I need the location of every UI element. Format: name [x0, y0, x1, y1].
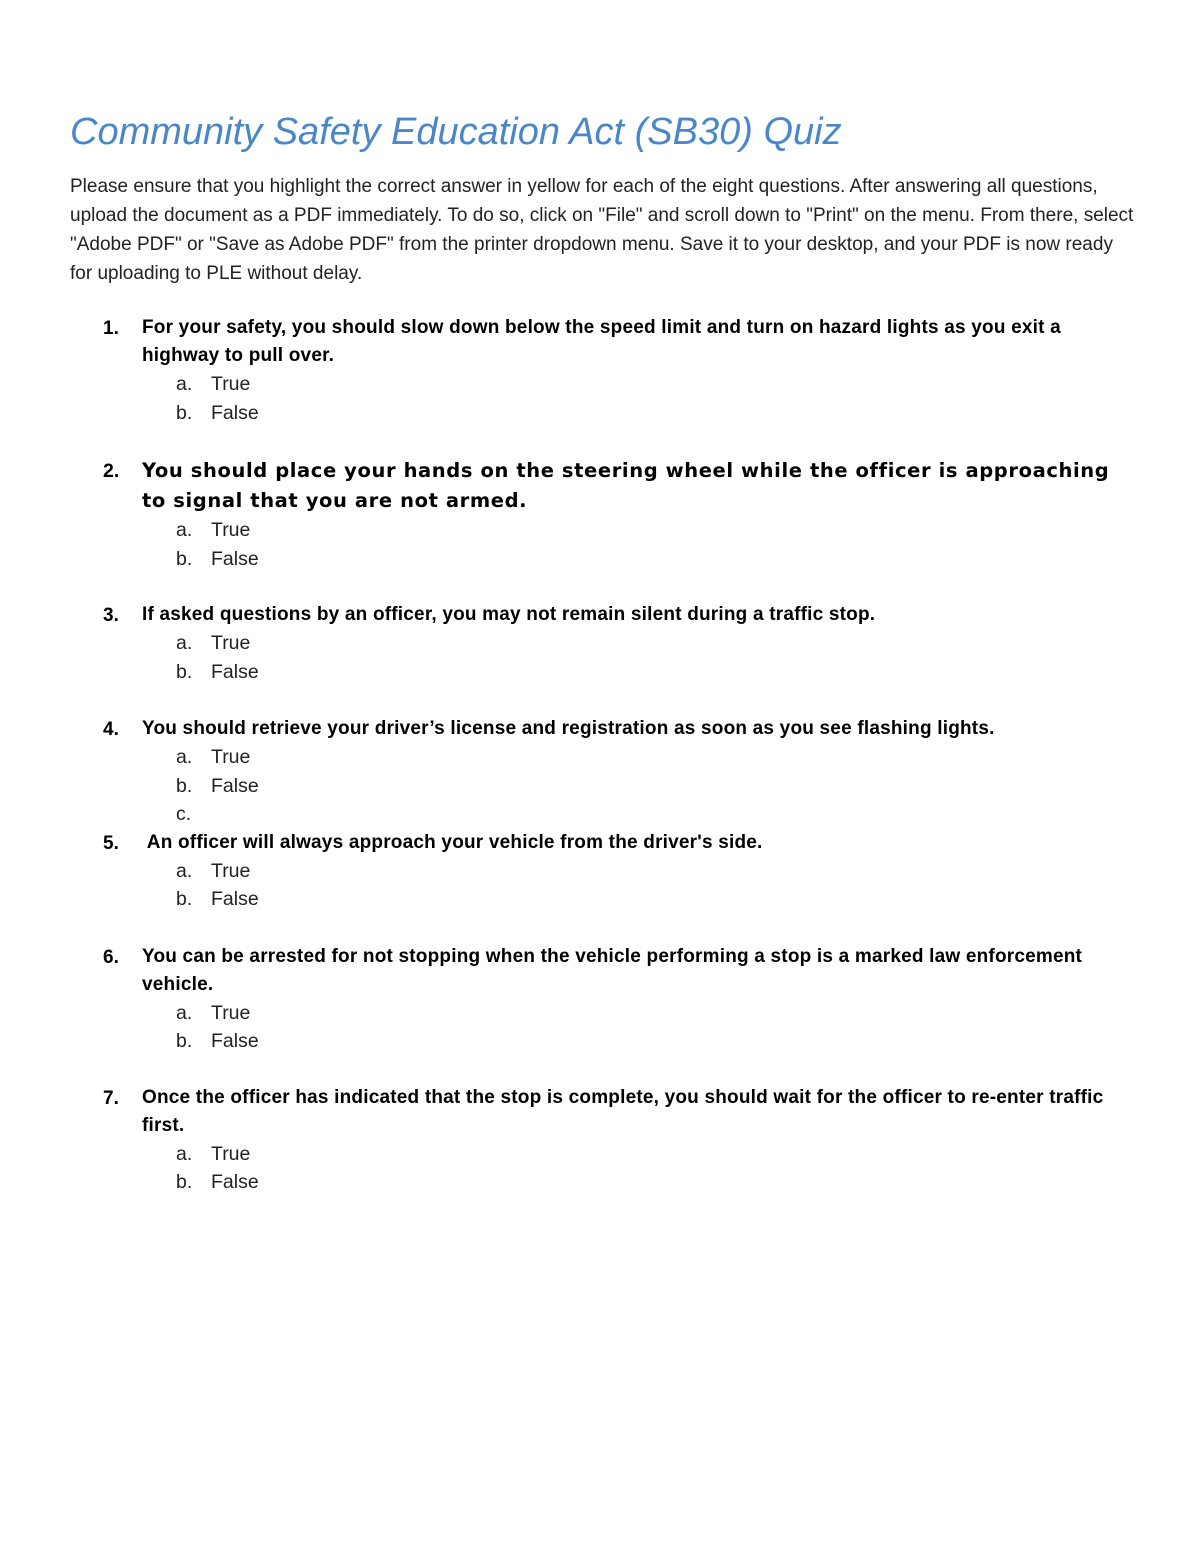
option-letter: b.: [176, 660, 193, 683]
option-text: False: [211, 547, 259, 570]
question-text: If asked questions by an officer, you may not remain silent during a traffic stop.: [142, 604, 876, 625]
option-text: False: [211, 888, 259, 910]
option-letter: b.: [176, 1030, 193, 1052]
answer-option[interactable]: [0, 629, 1200, 658]
option-letter: a.: [176, 1142, 193, 1165]
answer-option[interactable]: [0, 516, 1200, 545]
option-text: True: [211, 746, 251, 768]
answer-option[interactable]: [0, 1168, 1200, 1197]
question-number: 4.: [103, 719, 119, 740]
page-title: Community Safety Education Act (SB30) Quiz: [70, 111, 842, 153]
option-letter: c.: [176, 803, 192, 825]
answer-option[interactable]: [0, 658, 1200, 687]
option-text: False: [211, 774, 259, 797]
option-text: True: [211, 859, 251, 882]
option-letter: a.: [176, 519, 193, 541]
option-letter: a.: [176, 859, 193, 882]
option-text: True: [211, 1001, 251, 1024]
option-text: True: [211, 519, 251, 541]
question-item: [0, 1084, 1200, 1197]
question-number: 1.: [103, 318, 119, 339]
question-number: 6.: [103, 946, 119, 968]
question-number: 3.: [103, 605, 119, 626]
question-text: An officer will always approach your vehicle from the driver's side.: [142, 831, 763, 853]
option-text: True: [211, 1142, 251, 1165]
option-text: True: [211, 632, 251, 654]
answer-options: [0, 857, 1200, 914]
question-list: [0, 314, 1200, 1197]
option-letter: a.: [176, 1001, 193, 1024]
answer-option[interactable]: [0, 1140, 1200, 1169]
question-text: You should retrieve your driver’s license and registration as soon as you see flashing lights.: [142, 718, 995, 739]
answer-option[interactable]: [0, 545, 1200, 574]
option-text: False: [211, 401, 259, 424]
answer-options: [0, 1140, 1200, 1197]
option-letter: a.: [176, 632, 193, 654]
answer-options: [0, 629, 1200, 686]
question-item: [0, 943, 1200, 1084]
answer-option[interactable]: [0, 399, 1200, 428]
question-text: For your safety, you should slow down below the speed limit and turn on hazard lights as you exit a highway to pull over.: [142, 317, 1061, 366]
answer-option[interactable]: [0, 1027, 1200, 1056]
question-item: [0, 715, 1200, 829]
answer-option[interactable]: [0, 743, 1200, 772]
answer-option[interactable]: [0, 800, 1200, 829]
answer-options: [0, 999, 1200, 1056]
question-item: [0, 601, 1200, 715]
option-text: False: [211, 1030, 259, 1052]
answer-options: [0, 743, 1200, 829]
option-text: True: [211, 373, 251, 395]
instructions-paragraph: Please ensure that you highlight the correct answer in yellow for each of the eight questions. After answering all questions, upload the document as a PDF immediately. To do so, click on "File" and scroll down to "Print" on the menu. From there, select "Adobe PDF" or "Save as Adobe PDF" from the printer dropdown menu. Save it to your desktop, and your PDF is now ready for uploading to PLE without delay.: [70, 176, 1134, 284]
option-letter: a.: [176, 746, 193, 768]
option-letter: b.: [176, 774, 193, 797]
answer-option[interactable]: [0, 999, 1200, 1028]
answer-option[interactable]: [0, 772, 1200, 801]
option-letter: b.: [176, 888, 193, 910]
question-text: Once the officer has indicated that the stop is complete, you should wait for the officer to re-enter traffic first.: [142, 1086, 1104, 1136]
question-number: 2.: [103, 460, 120, 482]
question-number: 7.: [103, 1087, 119, 1109]
question-item: [0, 314, 1200, 456]
question-number: 5.: [103, 832, 119, 854]
question-item: [0, 456, 1200, 601]
option-letter: a.: [176, 373, 193, 395]
question-text: You should place your hands on the steering wheel while the officer is approaching to signal that you are not armed.: [142, 459, 1110, 512]
option-letter: b.: [176, 401, 193, 424]
option-text: False: [211, 660, 259, 683]
answer-option[interactable]: [0, 370, 1200, 399]
option-letter: b.: [176, 1171, 193, 1193]
option-letter: b.: [176, 547, 193, 570]
answer-option[interactable]: [0, 885, 1200, 914]
answer-option[interactable]: [0, 857, 1200, 886]
question-item: [0, 829, 1200, 943]
option-text: False: [211, 1171, 259, 1193]
answer-options: [0, 370, 1200, 427]
question-text: You can be arrested for not stopping when the vehicle performing a stop is a marked law enforcement vehicle.: [142, 945, 1083, 995]
answer-options: [0, 516, 1200, 573]
